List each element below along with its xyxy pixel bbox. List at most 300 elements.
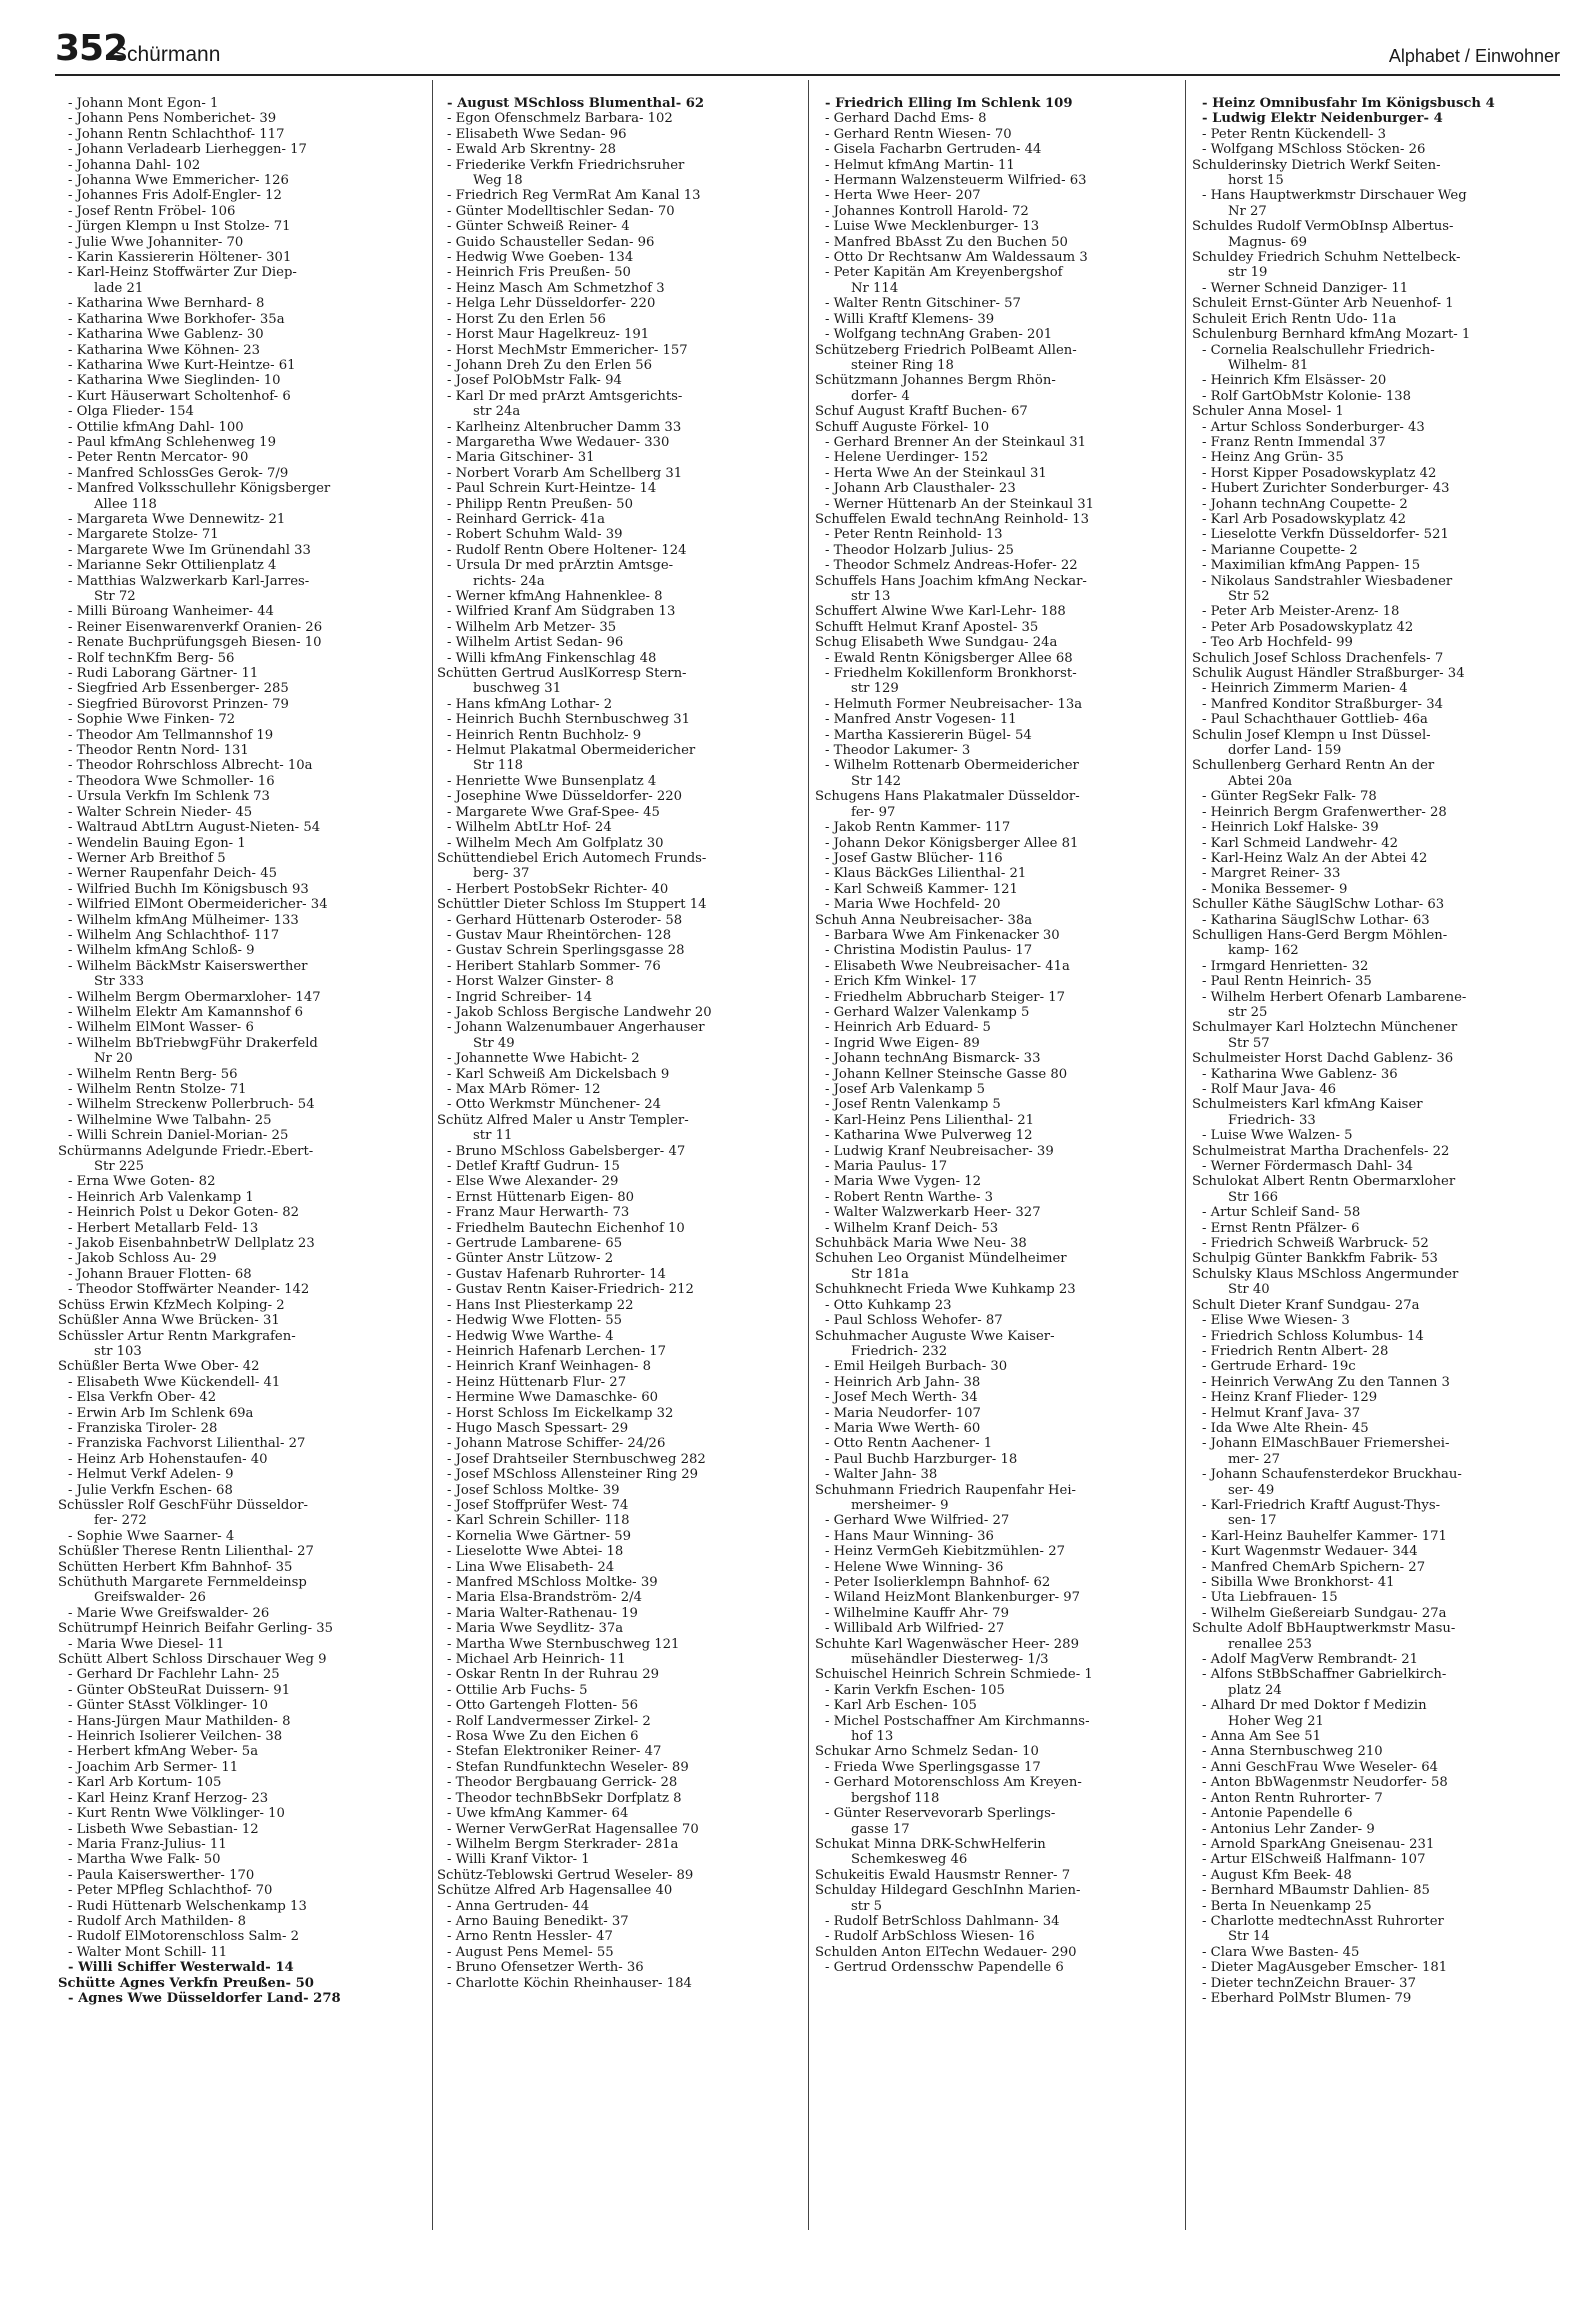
directory-entry: - Willibald Arb Wilfried- 27 (825, 1621, 1005, 1637)
directory-entry: mersheimer- 9 (851, 1497, 949, 1513)
directory-entry: Schulderinsky Dietrich Werkf Seiten- (1192, 157, 1441, 173)
directory-entry: Schüßler Therese Rentn Lilienthal- 27 (58, 1544, 314, 1560)
directory-entry: - Heinrich Lokf Halske- 39 (1202, 820, 1379, 836)
directory-entry: - Rolf Maur Java- 46 (1202, 1082, 1337, 1097)
directory-entry: buschweg 31 (473, 681, 562, 697)
directory-entry: Nr 27 (1228, 203, 1267, 219)
directory-entry: - Antonie Papendelle 6 (1202, 1806, 1353, 1822)
directory-entry: - Rolf GartObMstr Kolonie- 138 (1202, 388, 1412, 404)
directory-entry: - Willi Kraftf Klemens- 39 (825, 311, 995, 327)
directory-entry: - Helene Uerdinger- 152 (825, 450, 989, 466)
directory-entry: - Helmut Plakatmal Obermeidericher (447, 743, 696, 759)
directory-entry: - Jakob Schloss Bergische Landwehr 20 (447, 1004, 712, 1020)
directory-entry: - Rudolf BetrSchloss Dahlmann- 34 (825, 1913, 1060, 1929)
directory-entry: - Gertrude Erhard- 19c (1202, 1359, 1356, 1375)
directory-entry: - Luise Wwe Walzen- 5 (1202, 1128, 1353, 1144)
directory-entry: - Johanna Wwe Emmericher- 126 (68, 173, 289, 189)
directory-entry: - Jakob Schloss Au- 29 (68, 1251, 217, 1267)
directory-entry: - Peter Rentn Mercator- 90 (68, 450, 249, 466)
directory-entry: Schulday Hildegard GeschInhn Marien- (815, 1883, 1081, 1899)
directory-entry: - Rudolf ArbSchloss Wiesen- 16 (825, 1929, 1035, 1945)
directory-entry: - Berta In Neuenkamp 25 (1202, 1898, 1372, 1914)
directory-entry: - Katharina Wwe Bernhard- 8 (68, 296, 265, 312)
directory-entry: - Wilhelm Rentn Berg- 56 (68, 1066, 238, 1082)
directory-entry: - Wolfgang technAng Graben- 201 (825, 327, 1053, 343)
directory-entry: Nr 114 (851, 280, 899, 296)
directory-entry: ser- 49 (1228, 1482, 1275, 1498)
directory-entry: - Katharina Wwe Köhnen- 23 (68, 342, 261, 358)
directory-entry: Str 142 (851, 773, 902, 789)
directory-entry: - Ottilie Arb Fuchs- 5 (447, 1682, 588, 1698)
directory-entry: - Hedwig Wwe Flotten- 55 (447, 1313, 623, 1329)
directory-entry: Schütte Agnes Verkfn Preußen- 50 (58, 1975, 314, 1991)
directory-entry: - Heinrich Rentn Buchholz- 9 (447, 727, 642, 743)
directory-entry: - Wilhelm Gießereiarb Sundgau- 27a (1202, 1605, 1447, 1621)
directory-entry: - Rolf technKfm Berg- 56 (68, 650, 235, 666)
directory-entry: - Gustav Rentn Kaiser-Friedrich- 212 (447, 1282, 694, 1298)
directory-entry: - Margarete Wwe Im Grünendahl 33 (68, 542, 311, 558)
directory-entry: - Julie Verkfn Eschen- 68 (68, 1482, 233, 1498)
directory-entry: Str 225 (94, 1159, 145, 1175)
directory-entry: Str 181a (851, 1266, 909, 1282)
directory-entry: - Wolfgang MSchloss Stöcken- 26 (1202, 142, 1426, 158)
directory-entry: - Josef MSchloss Allensteiner Ring 29 (447, 1467, 699, 1483)
directory-entry: - Karl Schmeid Landwehr- 42 (1202, 835, 1399, 851)
directory-entry: - Josef Rentn Fröbel- 106 (68, 203, 236, 219)
directory-entry: - Theodor Lakumer- 3 (825, 743, 971, 759)
directory-entry: - Detlef Kraftf Gudrun- 15 (447, 1159, 620, 1175)
directory-entry: - Margarete Stolze- 71 (68, 527, 219, 543)
directory-entry: Schuhknecht Frieda Wwe Kuhkamp 23 (815, 1282, 1076, 1298)
directory-entry: - Elise Wwe Wiesen- 3 (1202, 1313, 1350, 1329)
directory-entry: - Heinz VermGeh Kiebitzmühlen- 27 (825, 1544, 1065, 1560)
directory-entry: - Heinrich Kfm Elsässer- 20 (1202, 373, 1387, 389)
directory-entry: - Jakob Rentn Kammer- 117 (825, 820, 1011, 836)
directory-entry: - Margret Reiner- 33 (1202, 866, 1341, 882)
directory-entry: Schuffelen Ewald technAng Reinhold- 13 (815, 511, 1090, 527)
directory-entry: - Friedrich Rentn Albert- 28 (1202, 1343, 1389, 1359)
directory-entry: Schüss Erwin KfzMech Kolping- 2 (58, 1297, 285, 1313)
directory-entry: - Theodora Wwe Schmoller- 16 (68, 773, 275, 789)
directory-entry: - Katharina Wwe Borkhofer- 35a (68, 311, 285, 327)
directory-entry: - Robert Schuhm Wald- 39 (447, 527, 623, 543)
directory-entry: dorfer- 4 (851, 388, 910, 404)
directory-entry: - Willi Schrein Daniel-Morian- 25 (68, 1128, 289, 1144)
directory-entry: - Emil Heilgeh Burbach- 30 (825, 1359, 1008, 1375)
directory-entry: - Karl-Heinz Walz An der Abtei 42 (1202, 850, 1428, 866)
directory-entry: - Friedrich Schweiß Warbruck- 52 (1202, 1236, 1429, 1252)
directory-entry: - Alfons StBbSchaffner Gabrielkirch- (1202, 1667, 1447, 1683)
page-number: 352 (55, 28, 128, 69)
directory-entry: - Günter StAsst Völklinger- 10 (68, 1698, 269, 1714)
directory-entry: - Günter Anstr Lützow- 2 (447, 1251, 614, 1267)
directory-entry: - Wilhelm BbTriebwgFühr Drakerfeld (68, 1035, 318, 1051)
directory-entry: - Josef Drahtseiler Sternbuschweg 282 (447, 1451, 706, 1467)
directory-entry: - Margarete Wwe Graf-Spee- 45 (447, 804, 660, 820)
directory-entry: - Franziska Fachvorst Lilienthal- 27 (68, 1436, 306, 1452)
directory-entry: - Rudi Laborang Gärtner- 11 (68, 666, 259, 682)
directory-entry: - Heinrich Zimmerm Marien- 4 (1202, 681, 1408, 697)
directory-entry: - Karl Heinz Kranf Herzog- 23 (68, 1790, 269, 1806)
directory-entry: - Ursula Dr med prÄrztin Amtsge- (447, 558, 674, 574)
directory-entry: - Hans-Jürgen Maur Mathilden- 8 (68, 1713, 291, 1729)
directory-entry: - Martha Wwe Sternbuschweg 121 (447, 1636, 680, 1652)
directory-entry: - Lieselotte Wwe Abtei- 18 (447, 1544, 624, 1560)
directory-entry: - Frieda Wwe Sperlingsgasse 17 (825, 1759, 1041, 1775)
directory-entry: - Gisela Facharbn Gertruden- 44 (825, 142, 1042, 158)
section-title: Alphabet / Einwohner (1388, 46, 1560, 66)
directory-entry: - Helga Lehr Düsseldorfer- 220 (447, 296, 656, 312)
directory-entry: - Heinz Kranf Flieder- 129 (1202, 1390, 1378, 1406)
directory-entry: - Manfred Volksschullehr Königsberger (68, 481, 331, 497)
directory-entry: - Stefan Rundfunktechn Weseler- 89 (447, 1759, 689, 1775)
directory-entry: Schulin Josef Klempn u Inst Düssel- (1192, 727, 1431, 743)
directory-entry: - Maria Wwe Werth- 60 (825, 1420, 981, 1436)
directory-entry: - Manfred SchlossGes Gerok- 7/9 (68, 465, 289, 481)
directory-entry: - Kurt Wagenmstr Wedauer- 344 (1202, 1544, 1418, 1560)
directory-entry: - Paul Schloss Wehofer- 87 (825, 1313, 1003, 1329)
directory-entry: - Willi Kranf Viktor- 1 (447, 1852, 590, 1868)
directory-entry: - Paul Rentn Heinrich- 35 (1202, 974, 1372, 990)
column-divider (1185, 80, 1186, 2230)
directory-entry: Schützmann Johannes Bergm Rhön- (815, 373, 1056, 389)
directory-entry: - Günter Reservevorarb Sperlings- (825, 1806, 1056, 1822)
directory-entry: str 24a (473, 404, 521, 420)
directory-entry: - Bernhard MBaumstr Dahlien- 85 (1202, 1883, 1430, 1899)
directory-entry: - Franz Maur Herwarth- 73 (447, 1205, 630, 1221)
directory-entry: Str 52 (1228, 589, 1270, 604)
directory-entry: - Franziska Tiroler- 28 (68, 1420, 218, 1436)
directory-entry: - Heinz Masch Am Schmetzhof 3 (447, 280, 665, 296)
directory-entry: Hoher Weg 21 (1228, 1713, 1324, 1729)
directory-entry: - Johann technAng Coupette- 2 (1202, 496, 1408, 512)
directory-entry: - Horst Schloss Im Eickelkamp 32 (447, 1405, 674, 1421)
directory-entry: - Elsa Verkfn Ober- 42 (68, 1390, 217, 1406)
directory-entry: - Paul Buchb Harzburger- 18 (825, 1451, 1018, 1467)
directory-entry: - Hans Maur Winning- 36 (825, 1528, 994, 1544)
directory-entry: - Josef Mech Werth- 34 (825, 1390, 978, 1406)
directory-entry: Schuler Anna Mosel- 1 (1192, 404, 1344, 420)
directory-entry: - Johann Arb Clausthaler- 23 (825, 481, 1016, 497)
directory-entry: Schulenburg Bernhard kfmAng Mozart- 1 (1192, 327, 1471, 343)
directory-entry: - Karl Arb Eschen- 105 (825, 1698, 977, 1714)
directory-entry: Str 49 (473, 1035, 515, 1051)
directory-entry: Wilhelm- 81 (1228, 357, 1309, 373)
directory-entry: - Manfred MSchloss Moltke- 39 (447, 1575, 658, 1590)
directory-entry: - Erich Kfm Winkel- 17 (825, 974, 977, 990)
directory-entry: - August MSchloss Blumenthal- 62 (447, 96, 705, 111)
directory-entry: - Hugo Masch Spessart- 29 (447, 1420, 629, 1436)
directory-entry: - Irmgard Henrietten- 32 (1202, 958, 1369, 974)
directory-entry: - Gerhard Dachd Ems- 8 (825, 111, 987, 127)
directory-entry: - Margaretha Wwe Wedauer- 330 (447, 434, 670, 450)
directory-entry: - Guido Schausteller Sedan- 96 (447, 234, 655, 250)
directory-entry: - Antonius Lehr Zander- 9 (1202, 1821, 1375, 1837)
directory-entry: - Paula Kaiserswerther- 170 (68, 1867, 255, 1883)
directory-entry: - Hans Hauptwerkmstr Dirschauer Weg (1202, 188, 1467, 204)
directory-entry: Schullenberg Gerhard Rentn An der (1192, 758, 1435, 774)
directory-entry: - Elisabeth Wwe Neubreisacher- 41a (825, 958, 1070, 974)
directory-entry: - Friederike Verkfn Friedrichsruher (447, 157, 685, 173)
directory-entry: fer- 272 (94, 1513, 147, 1529)
directory-entry: Schuf August Kraftf Buchen- 67 (815, 404, 1028, 420)
directory-entry: - Werner Fördermasch Dahl- 34 (1202, 1159, 1414, 1175)
directory-entry: - Maximilian kfmAng Pappen- 15 (1202, 558, 1421, 574)
directory-entry: - Wilfried Buchh Im Königsbusch 93 (68, 881, 309, 897)
directory-entry: - Paul Schachthauer Gottlieb- 46a (1202, 712, 1428, 728)
directory-entry: - Sibilla Wwe Bronkhorst- 41 (1202, 1575, 1395, 1590)
directory-entry: - Maria Wwe Vygen- 12 (825, 1174, 982, 1190)
directory-entry: - Charlotte Köchin Rheinhauser- 184 (447, 1975, 692, 1991)
directory-entry: - August Pens Memel- 55 (447, 1944, 614, 1960)
directory-entry: - Gertrud Ordensschw Papendelle 6 (825, 1960, 1064, 1976)
directory-entry: - Olga Flieder- 154 (68, 404, 194, 420)
directory-entry: - Wilfried ElMont Obermeidericher- 34 (68, 897, 328, 913)
directory-entry: - Reiner Eisenwarenverkf Oranien- 26 (68, 619, 323, 635)
directory-entry: - Adolf MagVerw Rembrandt- 21 (1202, 1652, 1419, 1668)
directory-entry: - Johann technAng Bismarck- 33 (825, 1051, 1041, 1067)
directory-entry: - Rudolf Arch Mathilden- 8 (68, 1913, 247, 1929)
directory-entry: - Friedhelm Abbrucharb Steiger- 17 (825, 989, 1065, 1005)
directory-entry: - Anton Rentn Ruhrorter- 7 (1202, 1790, 1383, 1806)
directory-entry: Schuhbäck Maria Wwe Neu- 38 (815, 1236, 1027, 1252)
directory-entry: - Rudolf Rentn Obere Holtener- 124 (447, 542, 687, 558)
directory-entry: str 5 (851, 1898, 882, 1914)
directory-entry: - Wilhelm Artist Sedan- 96 (447, 635, 624, 651)
directory-entry: Str 57 (1228, 1035, 1270, 1051)
directory-entry: - Herbert PostobSekr Richter- 40 (447, 881, 669, 897)
directory-entry: Schulden Anton ElTechn Wedauer- 290 (815, 1944, 1077, 1960)
directory-entry: - Dieter MagAusgeber Emscher- 181 (1202, 1960, 1448, 1976)
directory-entry: - Gerhard Walzer Valenkamp 5 (825, 1004, 1030, 1020)
directory-entry: - Paul Schrein Kurt-Heintze- 14 (447, 481, 657, 497)
directory-entry: - Michel Postschaffner Am Kirchmanns- (825, 1713, 1090, 1729)
directory-entry: - Werner kfmAng Hahnenklee- 8 (447, 589, 663, 604)
directory-entry: - Siegfried Arb Essenberger- 285 (68, 681, 289, 697)
directory-entry: Schuh Anna Neubreisacher- 38a (815, 912, 1033, 928)
directory-entry: - Sophie Wwe Saarner- 4 (68, 1528, 235, 1544)
directory-entry: - Julie Wwe Johanniter- 70 (68, 234, 244, 250)
directory-entry: - Johann Rentn Schlachthof- 117 (68, 126, 285, 142)
directory-entry: Schukar Arno Schmelz Sedan- 10 (815, 1744, 1039, 1760)
directory-entry: - Karl Schweiß Kammer- 121 (825, 881, 1018, 897)
directory-entry: str 13 (851, 589, 891, 604)
directory-entry: - Peter Kapitän Am Kreyenbergshof (825, 265, 1063, 281)
directory-entry: - Willi kfmAng Finkenschlag 48 (447, 650, 657, 666)
directory-entry: - Maria Neudorfer- 107 (825, 1405, 981, 1421)
directory-entry: - Martha Kassiererin Bügel- 54 (825, 727, 1032, 743)
directory-entry: Magnus- 69 (1228, 234, 1307, 250)
directory-entry: - Alhard Dr med Doktor f Medizin (1202, 1698, 1427, 1714)
directory-entry: - Walter Schrein Nieder- 45 (68, 804, 253, 820)
directory-entry: steiner Ring 18 (851, 357, 954, 373)
directory-entry: Str 333 (94, 974, 145, 990)
directory-entry: - Gerhard Brenner An der Steinkaul 31 (825, 434, 1087, 450)
directory-entry: Str 40 (1228, 1282, 1270, 1298)
directory-entry: - Ewald Rentn Königsberger Allee 68 (825, 650, 1073, 666)
directory-entry: - Gerhard Wwe Wilfried- 27 (825, 1513, 1010, 1529)
directory-entry: - Wilhelm kfmAng Schloß- 9 (68, 943, 255, 959)
directory-entry: - Wilhelm Kranf Deich- 53 (825, 1220, 999, 1236)
directory-entry: - Horst Maur Hagelkreuz- 191 (447, 327, 650, 343)
directory-entry: - Heinrich VerwAng Zu den Tannen 3 (1202, 1374, 1450, 1390)
directory-entry: - Theodor Holzarb Julius- 25 (825, 542, 1014, 558)
directory-entry: Schuldes Rudolf VermObInsp Albertus- (1192, 219, 1454, 235)
directory-entry: - Rudolf ElMotorenschloss Salm- 2 (68, 1929, 300, 1945)
directory-entry: - Wiland HeizMont Blankenburger- 97 (825, 1590, 1081, 1606)
directory-entry: - Katharina Wwe Pulverweg 12 (825, 1128, 1033, 1144)
column-3 (815, 96, 1165, 1976)
directory-entry: Schuldey Friedrich Schuhm Nettelbeck- (1192, 250, 1461, 266)
directory-entry: - Waltraud AbtLtrn August-Nieten- 54 (68, 820, 321, 836)
directory-entry: - Dieter technZeichn Brauer- 37 (1202, 1975, 1416, 1991)
directory-entry: - Helene Wwe Winning- 36 (825, 1559, 1004, 1575)
directory-entry: - Hermann Walzensteuerm Wilfried- 63 (825, 173, 1087, 189)
directory-entry: Nr 20 (94, 1051, 133, 1067)
directory-entry: - Theodor Rentn Nord- 131 (68, 743, 249, 759)
directory-entry: - Otto Kuhkamp 23 (825, 1297, 952, 1313)
directory-entry: - Johannes Fris Adolf-Engler- 12 (68, 188, 282, 204)
directory-entry: - Heinrich Kranf Weinhagen- 8 (447, 1359, 651, 1375)
directory-entry: - Gerhard Motorenschloss Am Kreyen- (825, 1775, 1082, 1791)
directory-entry: - Gustav Hafenarb Ruhrorter- 14 (447, 1266, 666, 1282)
directory-entry: - Sophie Wwe Finken- 72 (68, 712, 236, 728)
directory-entry: Schuhen Leo Organist Mündelheimer (815, 1251, 1067, 1267)
directory-entry: - Herbert Metallarb Feld- 13 (68, 1220, 259, 1236)
directory-entry: - Günter Modelltischler Sedan- 70 (447, 203, 675, 219)
directory-entry: - Anna Am See 51 (1202, 1729, 1322, 1745)
directory-entry: - Johann Kellner Steinsche Gasse 80 (825, 1066, 1068, 1082)
directory-entry: - Otto Gartengeh Flotten- 56 (447, 1698, 639, 1714)
directory-entry: - Johann Schaufensterdekor Bruckhau- (1202, 1467, 1462, 1483)
directory-entry: Schüthuth Margarete Fernmeldeinsp (58, 1575, 307, 1590)
directory-entry: - Ingrid Schreiber- 14 (447, 989, 593, 1005)
directory-entry: - Walter Walzwerkarb Heer- 327 (825, 1205, 1041, 1221)
directory-entry: - Horst MechMstr Emmericher- 157 (447, 342, 688, 358)
directory-entry: Schuhmann Friedrich Raupenfahr Hei- (815, 1482, 1076, 1498)
directory-entry: Schuleit Ernst-Günter Arb Neuenhof- 1 (1192, 296, 1454, 312)
directory-entry: - Lisbeth Wwe Sebastian- 12 (68, 1821, 259, 1837)
directory-entry: - Wilhelm Mech Am Golfplatz 30 (447, 835, 664, 851)
directory-entry: - Erna Wwe Goten- 82 (68, 1174, 216, 1190)
directory-entry: - Werner VerwGerRat Hagensallee 70 (447, 1821, 699, 1837)
directory-entry: - Johann Matrose Schiffer- 24/26 (447, 1436, 666, 1452)
directory-entry: str 129 (851, 681, 899, 697)
directory-entry: - Karl-Heinz Pens Lilienthal- 21 (825, 1112, 1035, 1128)
directory-entry: renallee 253 (1228, 1636, 1312, 1652)
directory-entry: - Wilhelm Streckenw Pollerbruch- 54 (68, 1097, 315, 1113)
directory-entry: - Karl Dr med prArzt Amtsgerichts- (447, 388, 683, 404)
directory-entry: - Heinrich Arb Jahn- 38 (825, 1374, 981, 1390)
directory-entry: richts- 24a (473, 573, 545, 589)
directory-entry: - Friedrich Elling Im Schlenk 109 (825, 96, 1073, 111)
directory-entry: - Anna Sternbuschweg 210 (1202, 1744, 1383, 1760)
directory-entry: Schützeberg Friedrich PolBeamt Allen- (815, 342, 1077, 358)
directory-entry: str 19 (1228, 265, 1268, 281)
directory-entry: - Egon Ofenschmelz Barbara- 102 (447, 111, 673, 127)
directory-entry: Schugens Hans Plakatmaler Düsseldor- (815, 789, 1080, 805)
directory-entry: gasse 17 (851, 1821, 910, 1837)
directory-entry: - Heinrich Hafenarb Lerchen- 17 (447, 1343, 667, 1359)
directory-entry: - Hubert Zurichter Sonderburger- 43 (1202, 481, 1450, 497)
directory-entry: - Milli Büroang Wanheimer- 44 (68, 604, 274, 620)
directory-entry: - Reinhard Gerrick- 41a (447, 511, 605, 527)
directory-entry: - Heinrich Polst u Dekor Goten- 82 (68, 1205, 299, 1221)
directory-entry: - Wilhelm BäckMstr Kaiserswerther (68, 958, 308, 974)
directory-entry: - Walter Mont Schill- 11 (68, 1944, 228, 1960)
directory-entry: Schulligen Hans-Gerd Bergm Möhlen- (1192, 927, 1448, 943)
directory-entry: - Herta Wwe An der Steinkaul 31 (825, 465, 1047, 481)
directory-entry: - Theodor Schmelz Andreas-Hofer- 22 (825, 558, 1078, 574)
directory-entry: - Werner Schneid Danziger- 11 (1202, 280, 1409, 296)
directory-entry: - Heinz Hüttenarb Flur- 27 (447, 1374, 627, 1390)
directory-entry: - Oskar Rentn In der Ruhrau 29 (447, 1667, 659, 1683)
directory-entry: - Josef Stoffprüfer West- 74 (447, 1497, 629, 1513)
directory-entry: - Teo Arb Hochfeld- 99 (1202, 635, 1353, 651)
directory-entry: - Johannes Kontroll Harold- 72 (825, 203, 1029, 219)
directory-entry: - Wilhelm Elektr Am Kamannshof 6 (68, 1004, 304, 1020)
directory-entry: - Hedwig Wwe Goeben- 134 (447, 250, 634, 266)
directory-entry: - Norbert Vorarb Am Schellberg 31 (447, 465, 683, 481)
directory-entry: Schulmeister Horst Dachd Gablenz- 36 (1192, 1051, 1454, 1067)
directory-entry: - Maria Paulus- 17 (825, 1159, 948, 1175)
directory-entry: - Maria Gitschiner- 31 (447, 450, 595, 466)
directory-entry: Schufft Helmut Kranf Apostel- 35 (815, 619, 1039, 635)
directory-entry: - Wilhelmine Kauffr Ahr- 79 (825, 1605, 1009, 1621)
directory-entry: - Horst Zu den Erlen 56 (447, 311, 606, 327)
directory-entry: - Günter RegSekr Falk- 78 (1202, 789, 1377, 805)
directory-entry: Schütt Albert Schloss Dirschauer Weg 9 (58, 1652, 327, 1668)
directory-entry: - Wendelin Bauing Egon- 1 (68, 835, 246, 851)
directory-entry: Schütz-Teblowski Gertrud Weseler- 89 (437, 1867, 694, 1883)
directory-entry: - Ernst Rentn Pfälzer- 6 (1202, 1220, 1360, 1236)
directory-entry: Schüttendiebel Erich Automech Frunds- (437, 850, 707, 866)
directory-entry: - Barbara Wwe Am Finkenacker 30 (825, 927, 1060, 943)
directory-entry: Friedrich- 232 (851, 1343, 948, 1359)
directory-entry: - Josef Schloss Moltke- 39 (447, 1482, 620, 1498)
directory-entry: Friedrich- 33 (1228, 1112, 1316, 1128)
directory-entry: - Siegfried Bürovorst Prinzen- 79 (68, 696, 289, 712)
directory-entry: - Heinrich Arb Valenkamp 1 (68, 1189, 254, 1205)
directory-entry: - Artur ElSchweiß Halfmann- 107 (1202, 1852, 1426, 1868)
directory-entry: - Karl-Heinz Bauhelfer Kammer- 171 (1202, 1528, 1447, 1544)
directory-entry: - Anton BbWagenmstr Neudorfer- 58 (1202, 1775, 1448, 1791)
directory-entry: - Günter ObSteuRat Duissern- 91 (68, 1682, 291, 1698)
directory-entry: - Lieselotte Verkfn Düsseldorfer- 521 (1202, 527, 1449, 543)
directory-entry: Schuleit Erich Rentn Udo- 11a (1192, 311, 1397, 327)
directory-entry: - Wilhelm Ang Schlachthof- 117 (68, 927, 280, 943)
directory-entry: - Johann ElMaschBauer Friemershei- (1202, 1436, 1450, 1452)
directory-entry: - Gustav Maur Rheintörchen- 128 (447, 927, 672, 943)
directory-entry: berg- 37 (473, 866, 530, 882)
directory-entry: - Marie Wwe Greifswalder- 26 (68, 1605, 270, 1621)
directory-entry: - Katharina SäuglSchw Lothar- 63 (1202, 912, 1430, 928)
directory-entry: - Clara Wwe Basten- 45 (1202, 1944, 1360, 1960)
directory-entry: - Monika Bessemer- 9 (1202, 881, 1348, 897)
directory-entry: - Peter Rentn Reinhold- 13 (825, 527, 1003, 543)
directory-entry: - Gustav Schrein Sperlingsgasse 28 (447, 943, 685, 959)
directory-entry: str 103 (94, 1343, 142, 1359)
directory-entry: - Friedhelm Kokillenform Bronkhorst- (825, 666, 1077, 682)
directory-entry: - Werner Hüttenarb An der Steinkaul 31 (825, 496, 1095, 512)
directory-entry: - Luise Wwe Mecklenburger- 13 (825, 219, 1040, 235)
directory-entry: Schuhmacher Auguste Wwe Kaiser- (815, 1328, 1055, 1344)
directory-entry: Schulich Josef Schloss Drachenfels- 7 (1192, 650, 1444, 666)
directory-entry: - Manfred Konditor Straßburger- 34 (1202, 696, 1443, 712)
directory-entry: - Philipp Rentn Preußen- 50 (447, 496, 633, 512)
directory-entry: Schütze Alfred Arb Hagensallee 40 (437, 1883, 673, 1899)
directory-entry: müsehändler Diesterweg- 1/3 (851, 1652, 1049, 1668)
